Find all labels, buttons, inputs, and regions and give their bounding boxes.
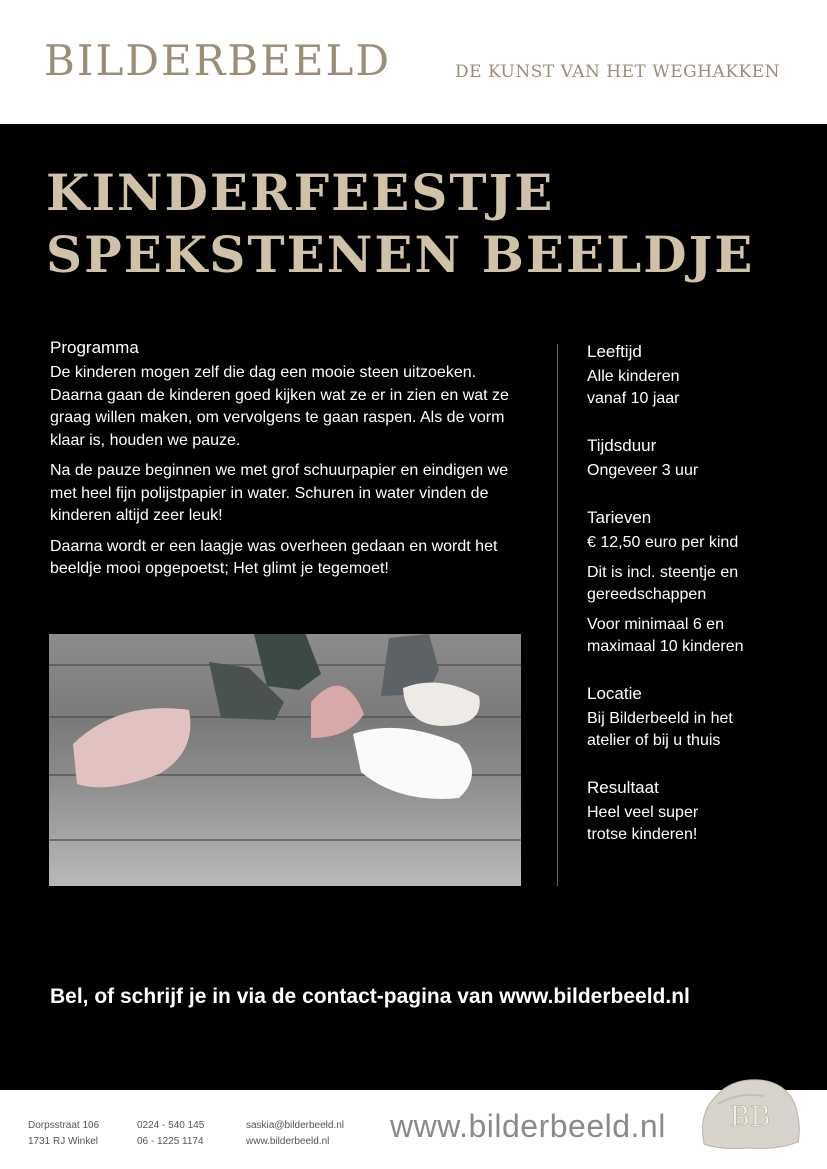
white-carved-stone — [353, 728, 472, 799]
footer-email-link[interactable]: saskia@bilderbeeld.nl — [246, 1120, 344, 1131]
info-column — [587, 342, 817, 872]
footer-city: 1731 RJ Winkel — [28, 1136, 99, 1147]
call-to-action: Bel, of schrijf je in via de contact-pagina van www.bilderbeeld.nl — [50, 985, 690, 1008]
result-line-2: trotse kinderen! — [587, 826, 698, 843]
footer-address — [28, 1118, 99, 1150]
program-section — [50, 338, 530, 589]
stone-logo-icon — [698, 1074, 802, 1150]
rates-group-line-1: Voor minimaal 6 en — [587, 616, 724, 633]
footer-phone-1: 0224 - 540 145 — [137, 1120, 205, 1131]
footer-website-link[interactable]: www.bilderbeeld.nl — [246, 1136, 330, 1147]
page-title — [46, 162, 754, 286]
duration-line: Ongeveer 3 uur — [587, 462, 699, 479]
program-heading: Programma — [50, 338, 139, 357]
footer — [0, 1090, 827, 1169]
logo-mark: BB — [729, 1100, 771, 1133]
pink-stone — [311, 686, 364, 738]
location-heading: Locatie — [587, 684, 642, 703]
age-line-1: Alle kinderen — [587, 368, 680, 385]
location-line-2: atelier of bij u thuis — [587, 732, 721, 749]
title-line-2: SPEKSTENEN BEELDJE — [46, 225, 755, 284]
age-line-2: vanaf 10 jaar — [587, 390, 680, 407]
green-stone — [254, 634, 321, 690]
rose-stone — [73, 708, 190, 787]
rates-incl-line-1: Dit is incl. steentje en — [587, 564, 739, 581]
footer-web — [246, 1118, 344, 1150]
rates-block — [587, 508, 817, 658]
soapstone-photo — [49, 634, 521, 886]
result-heading: Resultaat — [587, 778, 659, 797]
age-block — [587, 342, 817, 410]
rates-group-line-2: maximaal 10 kinderen — [587, 638, 744, 655]
rates-incl-line-2: gereedschappen — [587, 586, 707, 603]
brand-logo: BILDERBEELD — [44, 36, 392, 85]
duration-block — [587, 436, 817, 482]
rates-price: € 12,50 euro per kind — [587, 534, 739, 551]
program-paragraph-3: Daarna wordt er een laagje was overheen gedaan en wordt het beeldje mooi opgepoetst; Het glimt je tegemoet! — [50, 537, 498, 577]
column-divider — [557, 344, 558, 886]
location-line-1: Bij Bilderbeeld in het — [587, 710, 733, 727]
location-block — [587, 684, 817, 752]
footer-phone-2: 06 - 1225 1174 — [137, 1136, 204, 1147]
result-block — [587, 778, 817, 846]
result-line-1: Heel veel super — [587, 804, 699, 821]
program-paragraph-1: De kinderen mogen zelf die dag een mooie steen uitzoeken. Daarna gaan de kinderen goed kijken wat ze er in zien en wat ze graag willen maken, om vervolgens te gaan raspen. Als de vorm klaar is, houden we pauze. — [50, 364, 509, 449]
brand-tagline: DE KUNST VAN HET WEGHAKKEN — [455, 62, 781, 82]
rates-heading: Tarieven — [587, 508, 652, 527]
stones-illustration — [49, 634, 521, 886]
program-paragraph-2: Na de pauze beginnen we met grof schuurpapier en eindigen we met heel fijn polijstpapier in water. Schuren in water vinden de kinderen altijd zeer leuk! — [50, 462, 509, 524]
age-heading: Leeftijd — [587, 342, 642, 361]
title-line-1: KINDERFEESTJE — [46, 163, 555, 222]
main-panel — [0, 124, 827, 1090]
white-stone — [403, 683, 480, 726]
duration-heading: Tijdsduur — [587, 436, 657, 455]
header — [0, 0, 827, 124]
footer-phones — [137, 1118, 204, 1150]
footer-url[interactable]: www.bilderbeeld.nl — [390, 1108, 666, 1144]
footer-street: Dorpsstraat 106 — [28, 1120, 100, 1131]
